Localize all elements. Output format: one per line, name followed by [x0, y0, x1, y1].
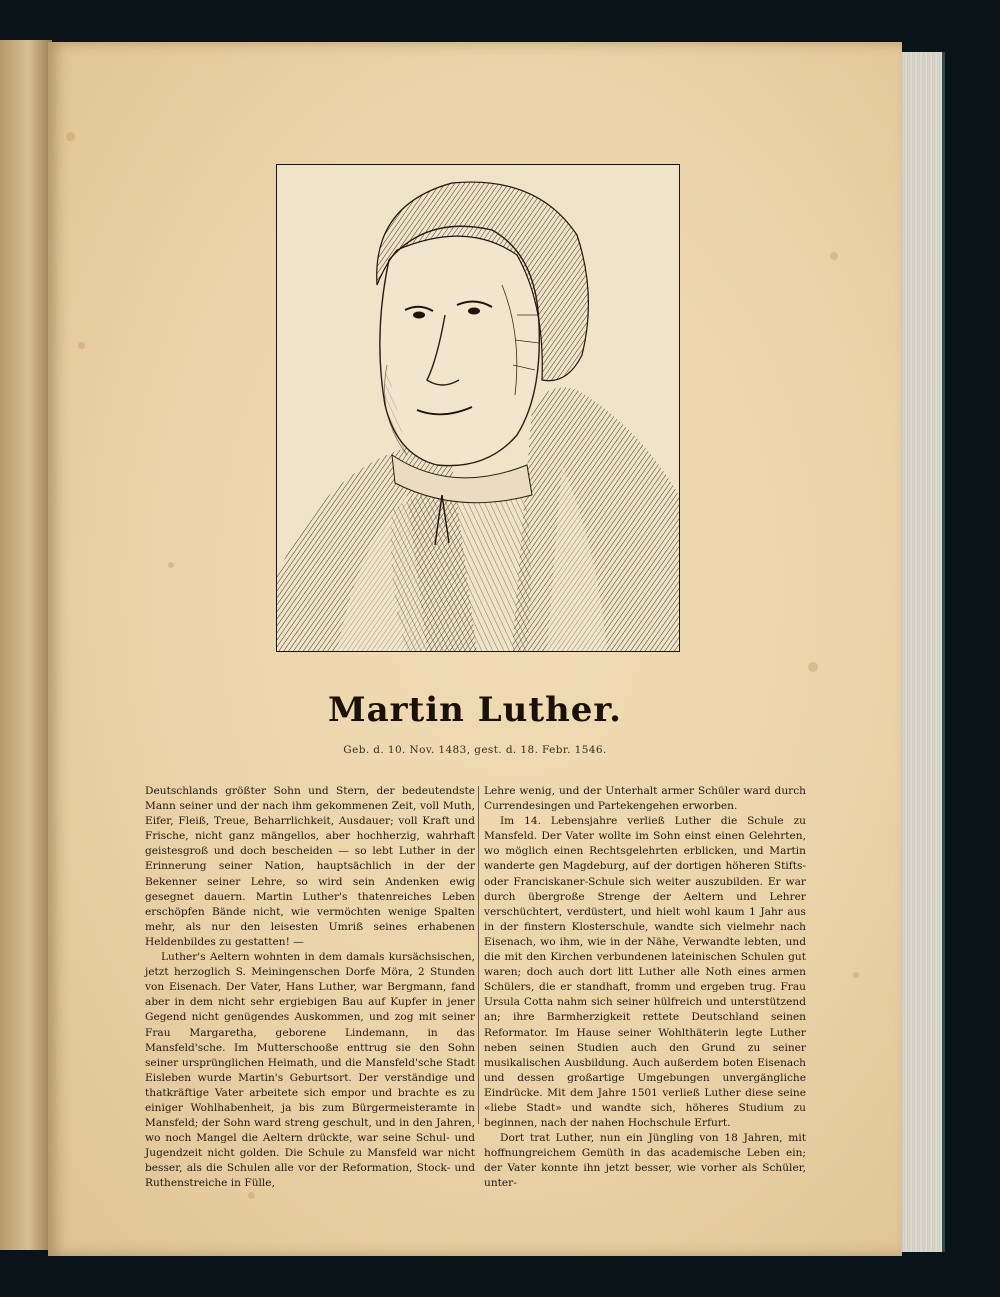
article-title: Martin Luther.	[327, 690, 623, 730]
paragraph: Dort trat Luther, nun ein Jüngling von 18 Jahren, mit hoffnungreichem Gemüth in das academische Leben ein; der Vater konnte ihn jetzt besser, wie vorher als Schüler, unter-	[484, 1132, 806, 1190]
book-page	[48, 42, 902, 1256]
paragraph: Luther's Aeltern wohnten in dem damals kursächsischen, jetzt herzoglich S. Meiningenschen Dorfe Möra, 2 Stunden von Eisenach. Der Vater, Hans Luther, war Bergmann, fand aber in dem nicht sehr ergiebigen Bau auf Kupfer in jener Gegend nicht genügendes Auskommen, und zog mit seiner Frau Margaretha, geborene Lindemann, in das Mansfeld'sche. Im Mutterschooße enttrug sie den Sohn seiner ursprünglichen Heimath, und die Mansfeld'sche Stadt Eisleben wurde Martin's Geburtsort. Der verständige und thatkräftige Vater arbeitete sich empor und brachte es zu einiger Wohlhabenheit, ja bis zum Bürgermeisteramte in Mansfeld; der Sohn ward streng geschult, und in den Jahren, wo noch Mangel die Aeltern drückte, war seine Schul- und Jugendzeit nicht golden. Die Schule zu Mansfeld war nicht besser, als die Schulen alle vor der Reformation, Stock- und Ruthenstreiche in Fülle,	[145, 951, 475, 1190]
column-divider	[478, 786, 479, 1124]
paragraph: Deutschlands größter Sohn und Stern, der bedeutendste Mann seiner und der nach ihm gekommenen Zeit, voll Muth, Eifer, Fleiß, Treue, Beharrlichkeit, Ausdauer; voll Kraft und Frische, nicht ganz mängellos, aber hochherzig, wahrhaft geistesgroß und doch bescheiden — so lebt Luther in der Erinnerung seiner Nation, hauptsächlich in der der Bekenner seiner Lehre, so wird sein Andenken ewig gesegnet dauern. Martin Luther's thatenreiches Leben erschöpfen Bände nicht, wie vermöchten wenige Spalten mehr, als nur den leisesten Umriß seines erhabenen Heldenbildes zu gestatten! —	[145, 785, 475, 948]
text-column-left	[145, 784, 475, 1192]
paragraph: Lehre wenig, und der Unterhalt armer Schüler ward durch Currendesingen und Partekengehen erworben.	[484, 785, 806, 813]
article-subtitle: Geb. d. 10. Nov. 1483, gest. d. 18. Febr. 1546.	[343, 744, 607, 756]
book-page-edges	[898, 52, 945, 1252]
paragraph: Im 14. Lebensjahre verließ Luther die Schule zu Mansfeld. Der Vater wollte im Sohn einst einen Gelehrten, wo möglich einen Rechtsgelehrten erblicken, und Martin wanderte gen Magdeburg, auf der dortigen höheren Stifts- oder Franciskaner-Schule sich weiter auszubilden. Er war durch übergroße Strenge der Aeltern und Lehrer verschüchtert, verdüstert, und hielt wohl kaum 1 Jahr aus in der finstern Klosterschule, wandte sich vielmehr nach Eisenach, wo ihm, wie in der Nähe, Verwandte lebten, und die mit den Kirchen verbundenen lateinischen Schulen gut waren; doch auch dort litt Luther alle Noth eines armen Schülers, die er standhaft, fromm und ergeben trug. Frau Ursula Cotta nahm sich seiner hülfreich und unterstützend an; ihre Barmherzigkeit rettete Deutschland seinen Reformator. Im Hause seiner Wohlthäterin legte Luther neben seinen Studien auch den Grund zu seiner musikalischen Ausbildung. Auch außerdem boten Eisenach und dessen großartige Umgebungen unvergängliche Eindrücke. Mit dem Jahre 1501 verließ Luther diese seine «liebe Stadt» und wandte sich, höheres Studium zu beginnen, nach der nahen Hochschule Erfurt.	[484, 815, 806, 1130]
luther-portrait-engraving	[276, 164, 680, 652]
text-column-right	[484, 784, 806, 1192]
facing-page-edge	[0, 40, 52, 1250]
